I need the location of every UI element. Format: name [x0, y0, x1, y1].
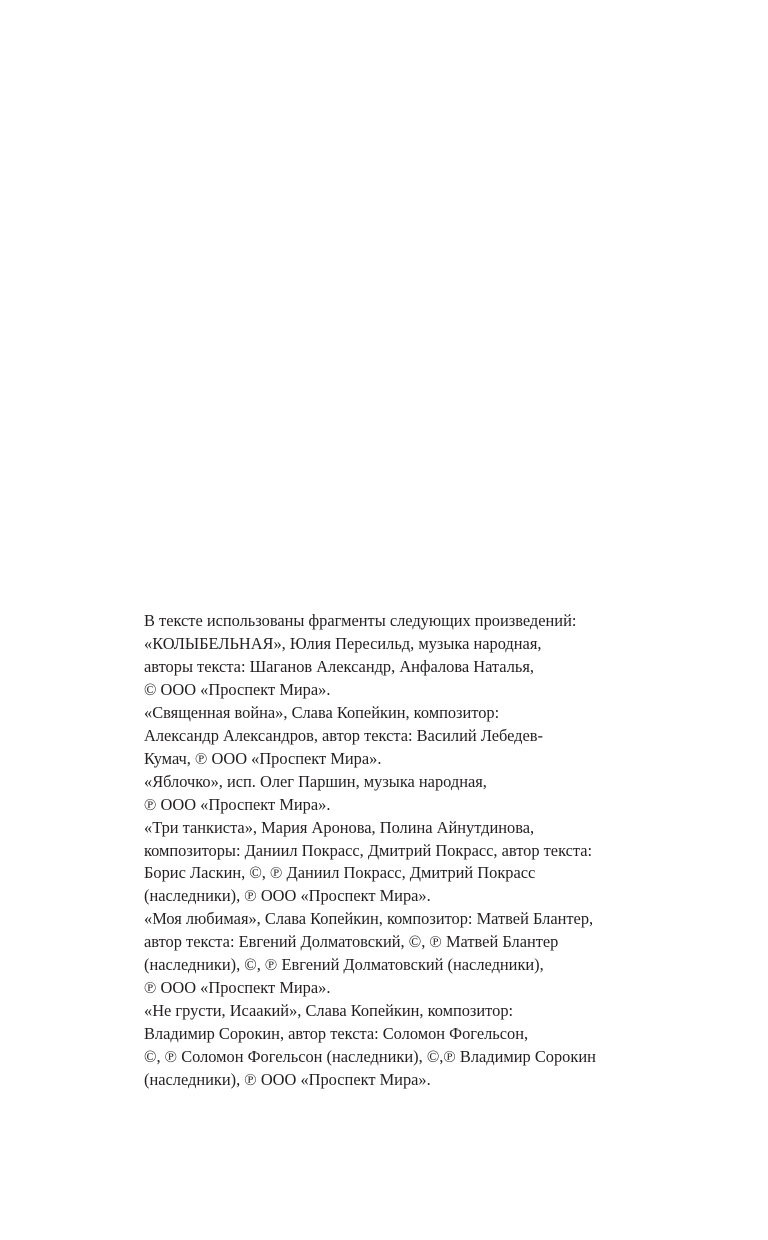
credits-line: автор текста: Евгений Долматовский, ©, ℗ Матвей Блантер [144, 932, 559, 952]
credits-line: (наследники), ℗ ООО «Проспект Мира». [144, 886, 431, 906]
credits-line: Кумач, ℗ ООО «Проспект Мира». [144, 748, 382, 768]
credits-block [144, 610, 704, 1092]
credits-intro-line: В тексте использованы фрагменты следующих произведений: [144, 611, 577, 630]
credits-line: «Яблочко», исп. Олег Паршин, музыка народная, [144, 771, 487, 791]
credits-line: «КОЛЫБЕЛЬНАЯ», Юлия Пересильд, музыка народная, [144, 633, 542, 653]
credits-line: (наследники), ©, ℗ Евгений Долматовский (наследники), [144, 955, 544, 975]
credits-line: «Три танкиста», Мария Аронова, Полина Айнутдинова, [144, 817, 535, 837]
credits-line: (наследники), ℗ ООО «Проспект Мира». [144, 1070, 431, 1090]
credits-line: «Не грусти, Исаакий», Слава Копейкин, композитор: [144, 1001, 514, 1021]
credits-line: ©, ℗ Соломон Фогельсон (наследники), ©,℗ Владимир Сорокин [144, 1047, 596, 1067]
credits-line: композиторы: Даниил Покрасс, Дмитрий Покрасс, автор текста: [144, 840, 593, 860]
credits-line: «Моя любимая», Слава Копейкин, композитор: Матвей Блантер, [144, 909, 594, 929]
credits-line: Борис Ласкин, ©, ℗ Даниил Покрасс, Дмитрий Покрасс [144, 863, 536, 883]
credits-line: ℗ ООО «Проспект Мира». [144, 978, 331, 998]
credits-line: Владимир Сорокин, автор текста: Соломон Фогельсон, [144, 1024, 529, 1044]
credits-line: авторы текста: Шаганов Александр, Анфалова Наталья, [144, 656, 534, 676]
credits-line: Александр Александров, автор текста: Василий Лебедев- [144, 725, 543, 745]
credits-line: ℗ ООО «Проспект Мира». [144, 794, 331, 814]
credits-line: © ООО «Проспект Мира». [144, 679, 331, 699]
credits-line: «Священная война», Слава Копейкин, композитор: [144, 702, 500, 722]
